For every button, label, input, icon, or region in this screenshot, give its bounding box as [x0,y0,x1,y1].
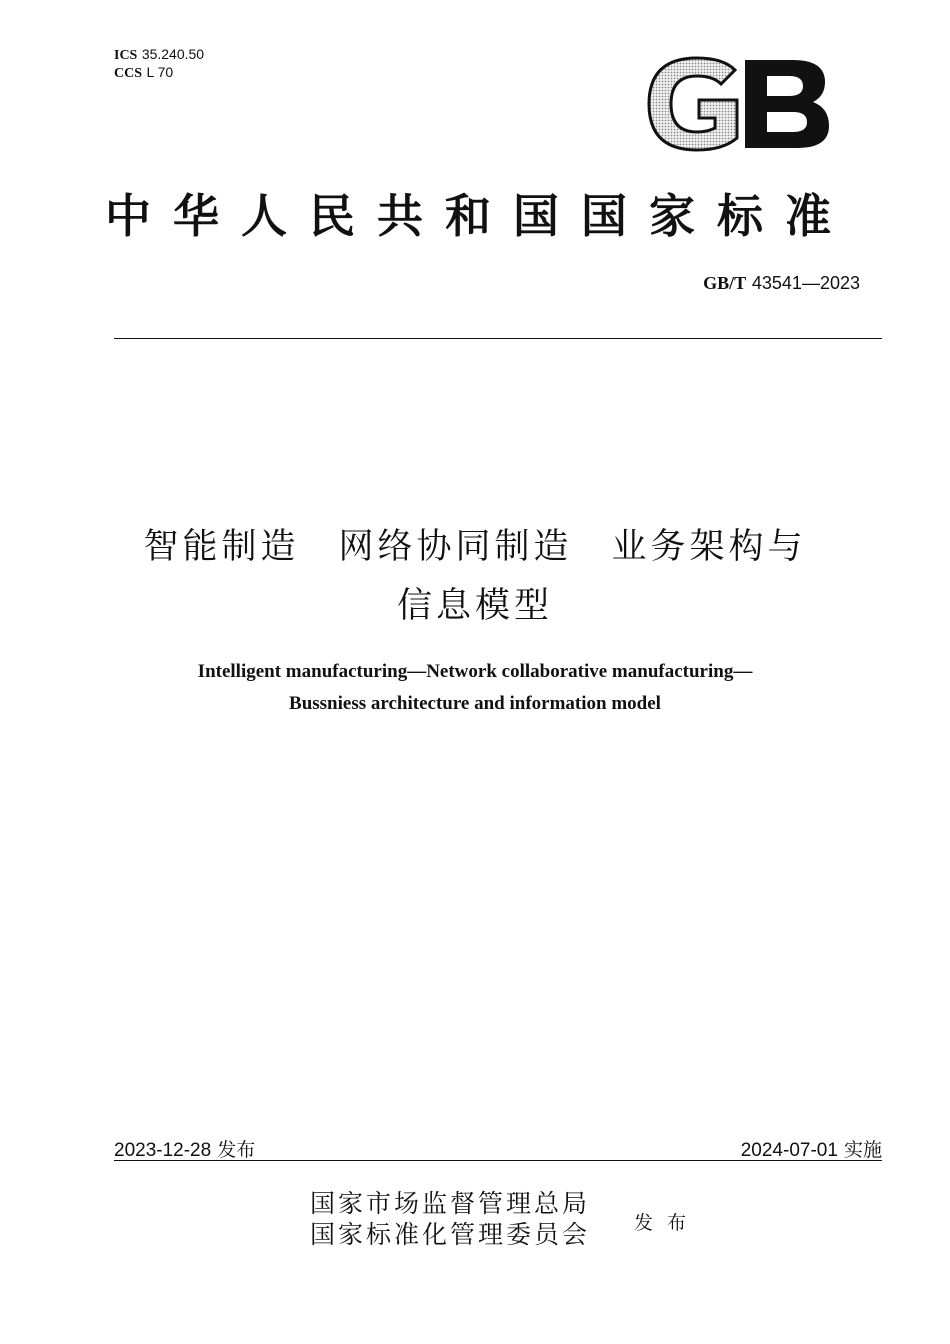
standard-prefix: GB/T [703,273,747,293]
issue-date [114,1135,255,1162]
title-chinese-line2: 信息模型 [396,586,553,626]
ccs-value: L 70 [146,64,174,80]
ics-label: ICS [114,48,138,63]
bottom-divider [114,1160,882,1161]
issuing-authorities [310,1188,590,1250]
issue-date-value: 2023-12-28 [114,1140,212,1161]
publish-label: 发布 [634,1212,701,1234]
ccs-label: CCS [114,66,143,81]
ics-code [114,46,204,64]
top-divider [114,338,882,339]
title-english-line2: Bussniess architecture and information model [289,693,661,714]
national-standard-heading: 中华人民共和国国家标准 [105,189,853,243]
issuer-samr: 国家市场监督管理总局 [310,1189,591,1218]
issue-date-label: 发布 [217,1139,256,1161]
implementation-date-label: 实施 [843,1139,882,1161]
implementation-date-value: 2024-07-01 [740,1140,838,1161]
title-chinese-line1: 智能制造 网络协同制造 业务架构与 [143,527,807,567]
gb-logo-icon [643,56,831,152]
ics-value: 35.240.50 [141,46,205,62]
ccs-code [114,64,204,82]
issuer-sac: 国家标准化管理委员会 [310,1220,591,1249]
classification-codes [114,46,204,82]
standard-number [703,273,860,294]
implementation-date [741,1135,882,1162]
title-english-line1: Intelligent manufacturing—Network collaborative manufacturing— [197,661,753,682]
standard-number-value: 43541—2023 [751,273,860,293]
